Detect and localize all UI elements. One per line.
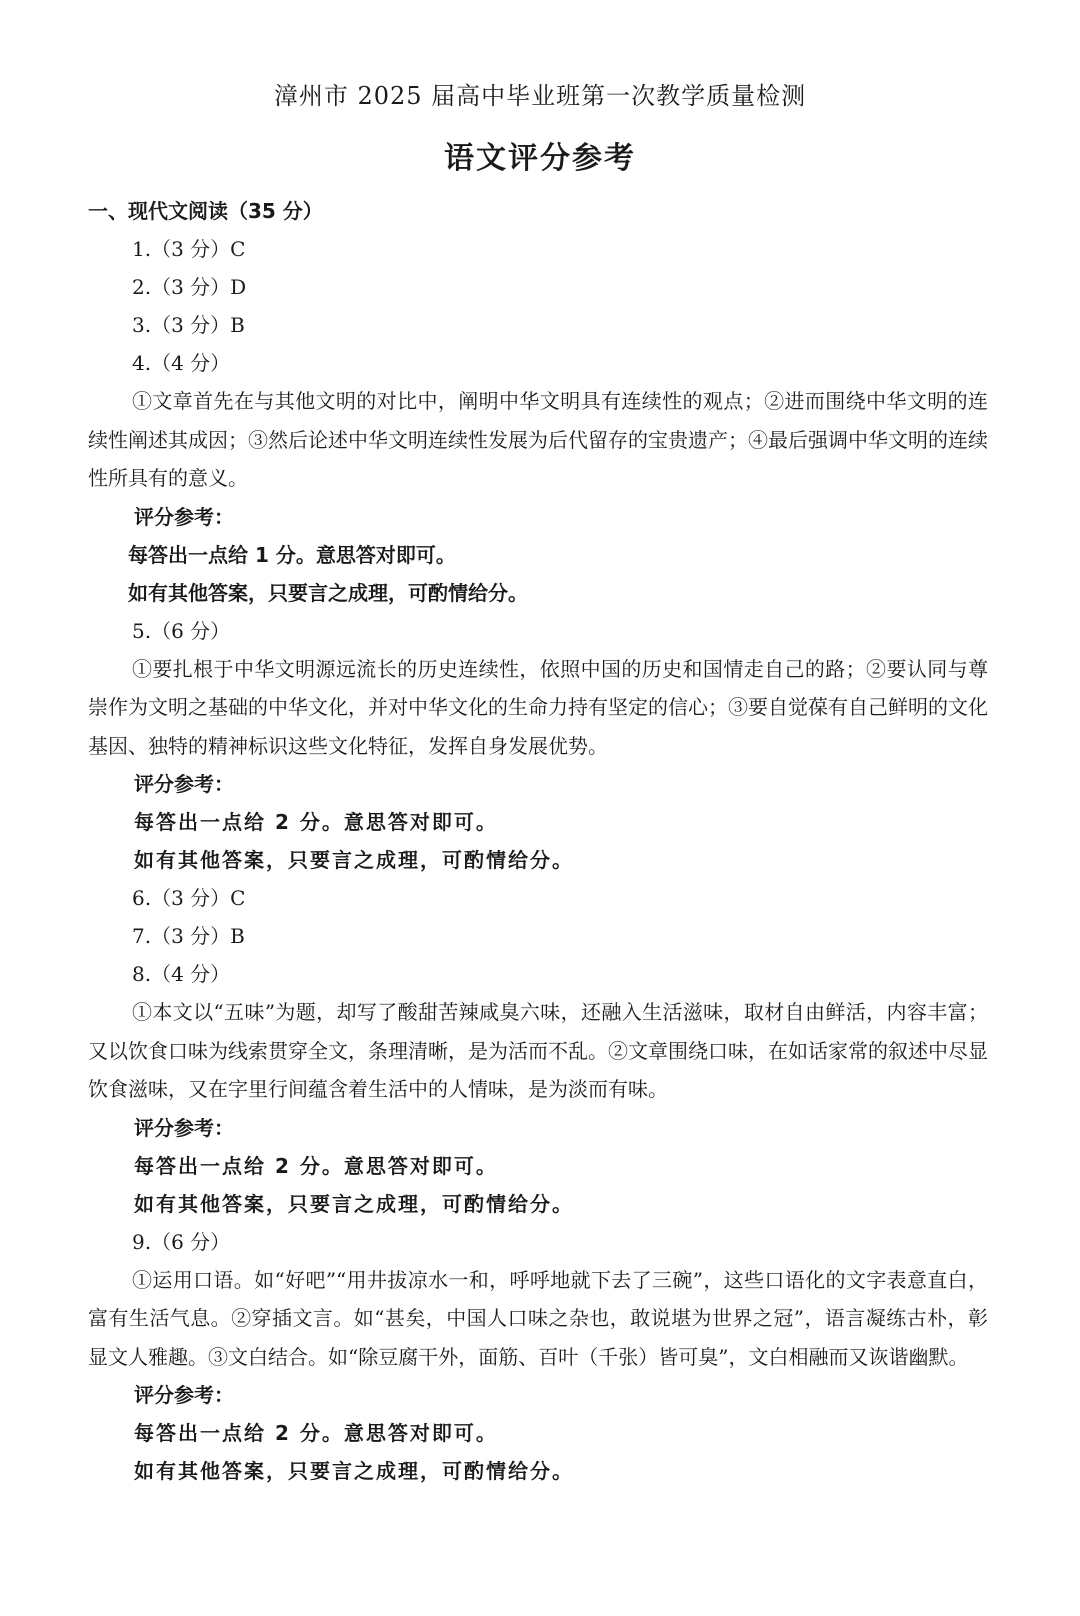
section-heading: 一、现代文阅读（35 分） bbox=[88, 199, 323, 223]
question-1: 1.（3 分）C bbox=[132, 237, 246, 261]
question-4-scoring-label: 评分参考： bbox=[134, 504, 234, 529]
question-4-answer: ①文章首先在与其他文明的对比中，阐明中华文明具有连续性的观点；②进而围绕中华文明的连续性阐述其成因；③然后论述中华文明连续性发展为后代留存的宝贵遗产；④最后强调中华文明的连续性所具有的意义。 bbox=[88, 389, 988, 490]
question-3: 3.（3 分）B bbox=[132, 313, 245, 337]
page-subtitle: 语文评分参考 bbox=[444, 141, 636, 176]
question-4: 4.（4 分） bbox=[132, 351, 231, 375]
question-9-scoring-label: 评分参考： bbox=[134, 1383, 234, 1407]
question-6: 6.（3 分）C bbox=[132, 886, 246, 910]
page-title: 漳州市 2025 届高中毕业班第一次教学质量检测 bbox=[273, 82, 807, 110]
question-5-scoring-rule-1: 每答出一点给 2 分。意思答对即可。 bbox=[134, 810, 498, 834]
question-2: 2.（3 分）D bbox=[132, 275, 247, 299]
question-9-scoring-rule-1: 每答出一点给 2 分。意思答对即可。 bbox=[134, 1421, 498, 1445]
question-9: 9.（6 分） bbox=[132, 1229, 231, 1254]
question-4-scoring-rule-1: 每答出一点给 1 分。意思答对即可。 bbox=[128, 542, 456, 567]
question-8-scoring-rule-2: 如有其他答案，只要言之成理，可酌情给分。 bbox=[134, 1191, 574, 1216]
question-5: 5.（6 分） bbox=[132, 618, 231, 643]
question-5-scoring-rule-2: 如有其他答案，只要言之成理，可酌情给分。 bbox=[134, 848, 574, 872]
question-5-scoring-label: 评分参考： bbox=[134, 772, 234, 796]
question-8-scoring-label: 评分参考： bbox=[134, 1115, 234, 1140]
question-8-answer: ①本文以“五味”为题，却写了酸甜苦辣咸臭六味，还融入生活滋味，取材自由鲜活，内容丰富；又以饮食口味为线索贯穿全文，条理清晰，是为活而不乱。②文章围绕口味，在如话家常的叙述中尽显饮食滋味，又在字里行间蕴含着生活中的人情味，是为淡而有味。 bbox=[88, 1000, 988, 1101]
question-8: 8.（4 分） bbox=[132, 962, 231, 986]
question-5-answer: ①要扎根于中华文明源远流长的历史连续性，依照中国的历史和国情走自己的路；②要认同与尊崇作为文明之基础的中华文化，并对中华文化的生命力持有坚定的信心；③要自觉葆有自己鲜明的文化基因、独特的精神标识这些文化特征，发挥自身发展优势。 bbox=[88, 656, 988, 758]
question-9-answer: ①运用口语。如“好吧”“用井拔凉水一和，呼呼地就下去了三碗”，这些口语化的文字表意直白，富有生活气息。②穿插文言。如“甚矣，中国人口味之杂也，敢说堪为世界之冠”，语言凝练古朴，彰显文人雅趣。③文白结合。如“除豆腐干外，面筋、百叶（千张）皆可臭”，文白相融而又诙谐幽默。 bbox=[88, 1267, 988, 1369]
question-4-scoring-rule-2: 如有其他答案，只要言之成理，可酌情给分。 bbox=[128, 580, 528, 605]
question-8-scoring-rule-1: 每答出一点给 2 分。意思答对即可。 bbox=[134, 1153, 498, 1178]
question-7: 7.（3 分）B bbox=[132, 924, 245, 948]
answer-content bbox=[88, 192, 988, 1490]
question-9-scoring-rule-2: 如有其他答案，只要言之成理，可酌情给分。 bbox=[134, 1459, 574, 1483]
